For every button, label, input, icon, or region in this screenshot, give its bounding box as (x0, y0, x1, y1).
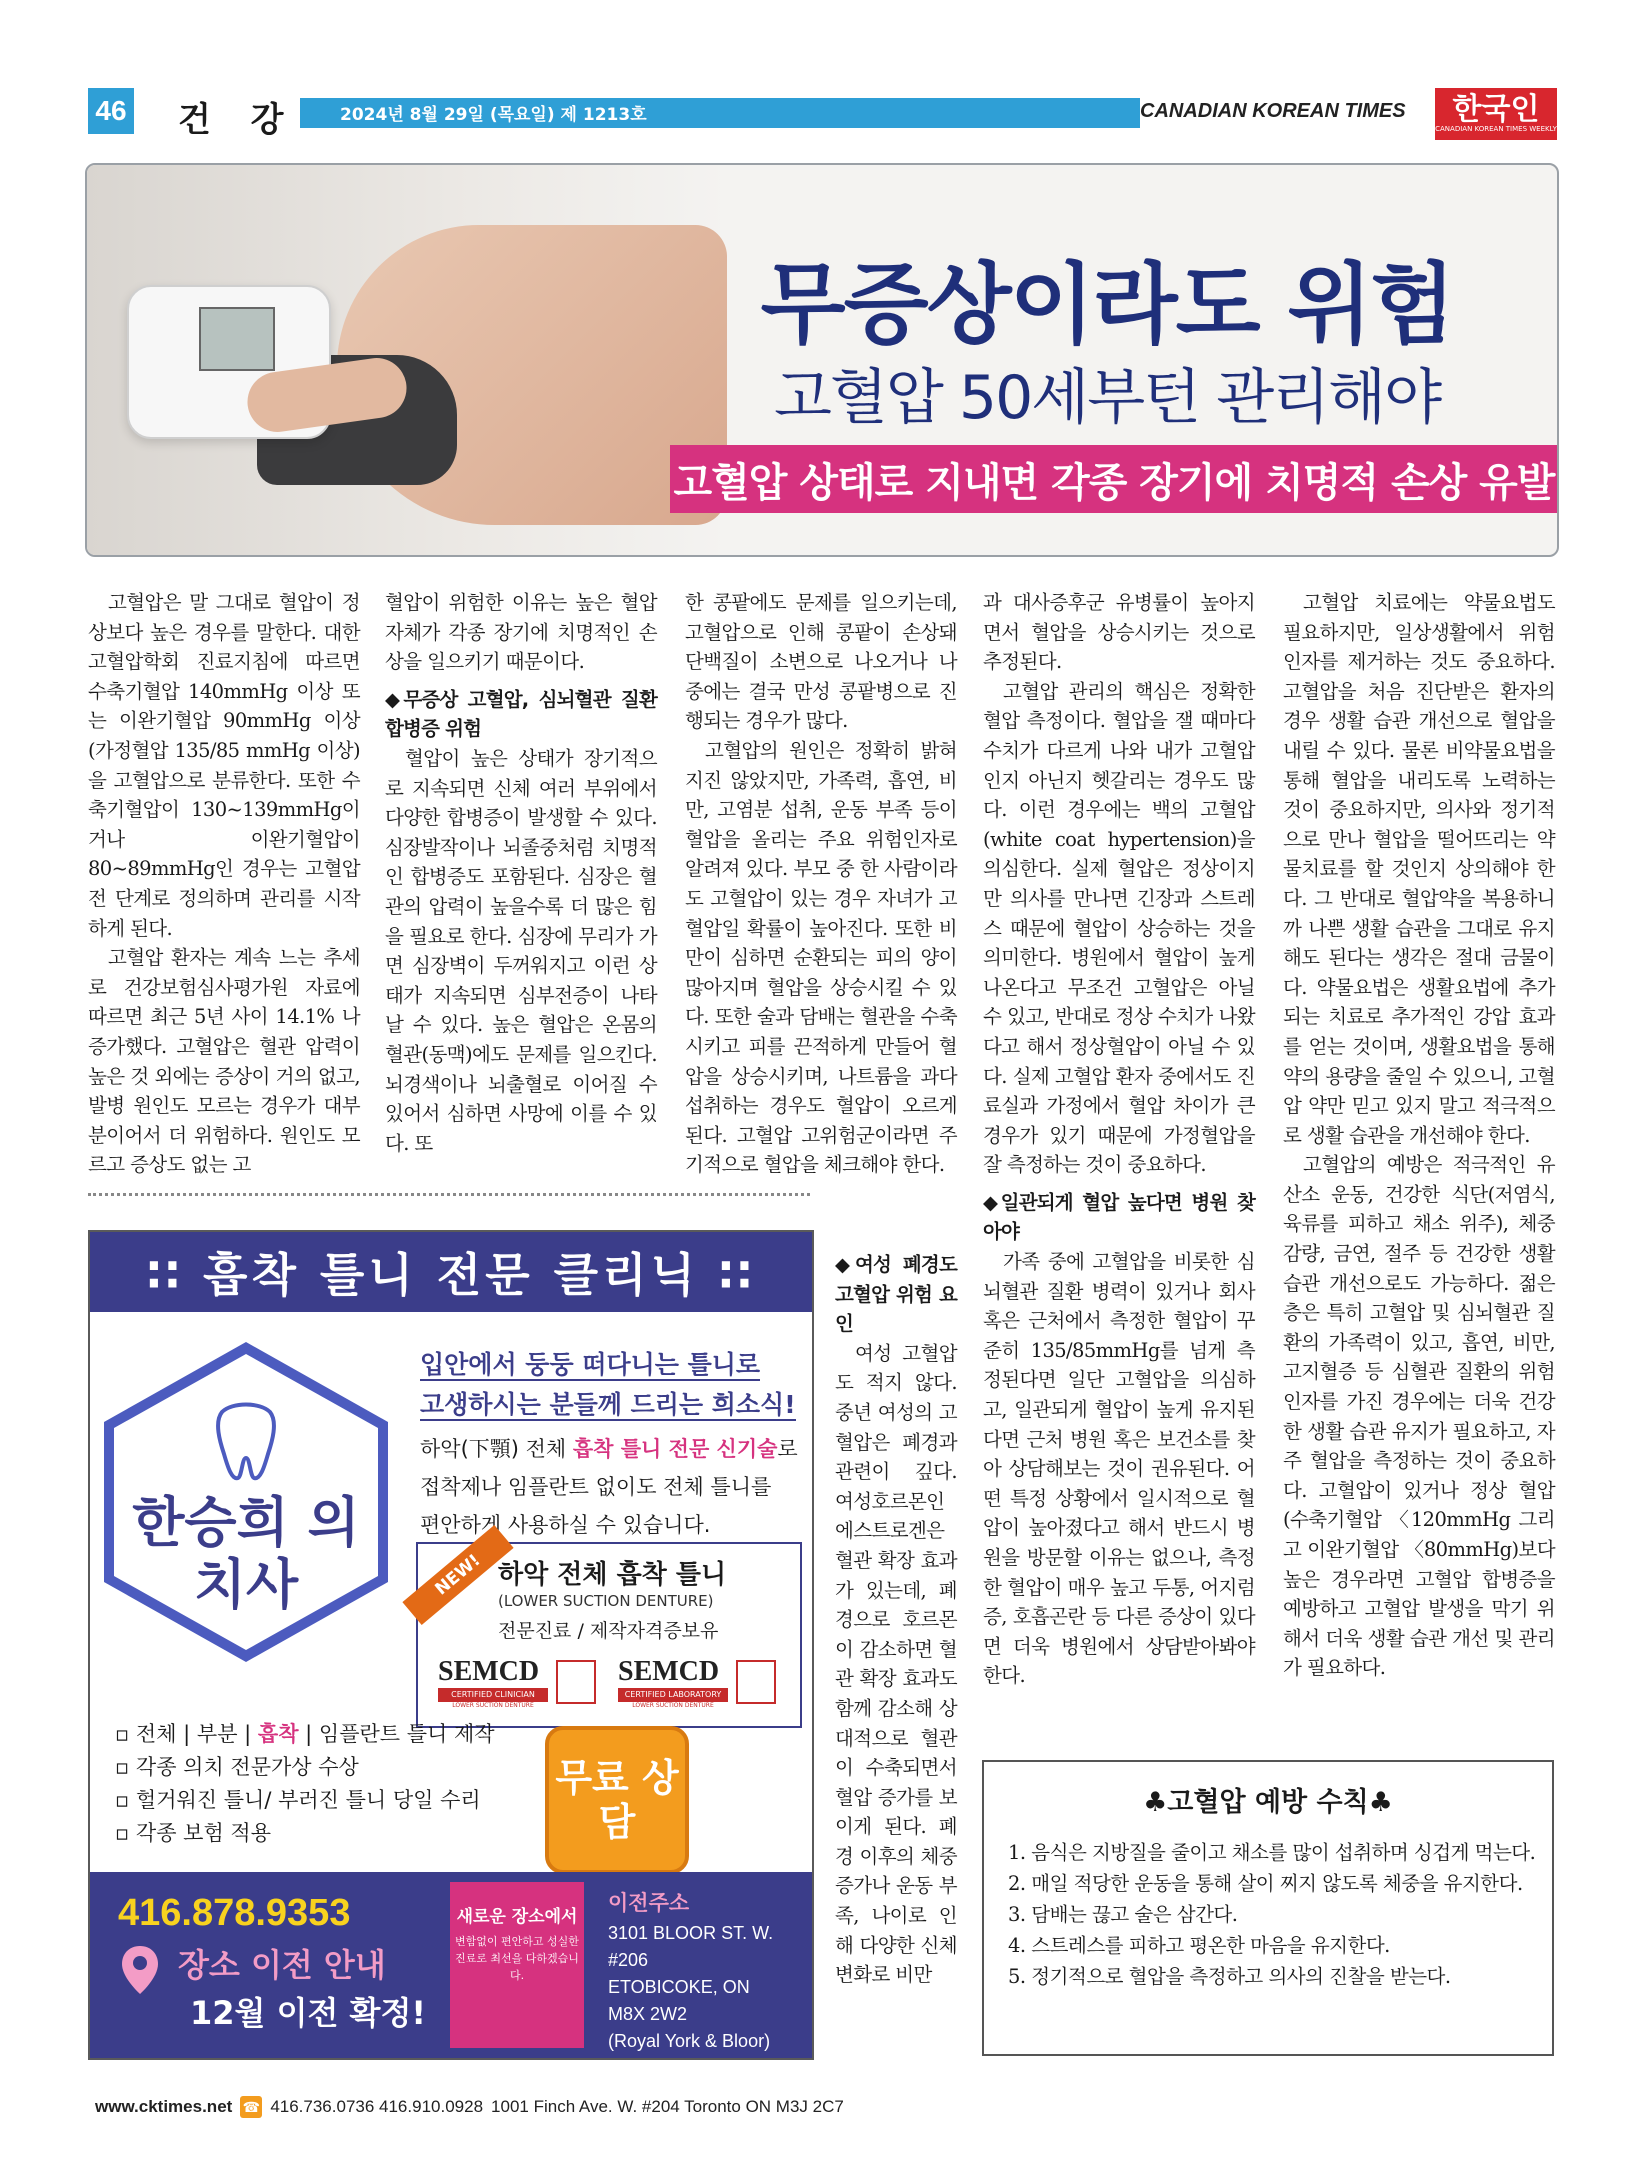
logo-text: 한국인 (1452, 91, 1540, 127)
semcd-line: LOWER SUCTION DENTURE (452, 1702, 534, 1709)
semcd-clinician-logo (438, 1656, 598, 1716)
footer (95, 2096, 844, 2118)
box-subtitle: (LOWER SUCTION DENTURE) (498, 1592, 714, 1610)
article-column-1 (88, 588, 360, 1180)
tips-list (1008, 1837, 1538, 1992)
article-column-5 (1283, 588, 1555, 1683)
tip-item: 3. 담배는 끊고 술은 삼간다. (1008, 1903, 1238, 1926)
article-column-4 (983, 588, 1255, 1691)
paragraph: 고혈압의 예방은 적극적인 유산소 운동, 건강한 식단(저염식, 육류를 피하고 채소 위주), 체중 감량, 금연, 절주 등 건강한 생활 습관 개선으로도 가능하다. 젊은 층은 특히 고혈압 및 심뇌혈관 질환의 가족력이 있고, 흡연, 비만, 고지혈증 등 심혈관 질환의 위험인자를 가진 경우에는 더욱 건강한 생활 습관 유지가 필요하고, 자주 혈압을 측정하는 것이 중요하다. 고혈압이 있거나 정상 혈압(수축기혈압 〈120mmHg 그리고 이완기혈압 〈80mmHg)보다 높은 경우라면 고혈압 합병증을 예방하고 고혈압 발생을 막기 위해서 더욱 생활 습관 개선 및 관리가 필요하다. (1283, 1153, 1555, 1680)
ad-description (420, 1430, 810, 1544)
headline: 무증상이라도 위험 (760, 253, 1454, 356)
paragraph: 고혈압의 원인은 정확히 밝혀지진 않았지만, 가족력, 흡연, 비만, 고염분 섭취, 운동 부족 등이 혈압을 올리는 주요 위험인자로 알려져 있다. 부모 중 한 사람이라도 고혈압이 있는 경우 자녀가 고혈압일 확률이 높아진다. 또한 비만이 심하면 순환되는 피의 양이 많아지며 혈압을 상승시킬 수 있다. 또한 술과 담배는 혈관을 수축시키고 피를 끈적하게 만들어 혈압을 상승시키며, 나트륨을 과다 섭취하는 경우도 혈압이 오르게 된다. 고혈압 고위험군이라면 주기적으로 혈압을 체크해야 한다. (685, 738, 957, 1177)
subheading: ◆무증상 고혈압, 심뇌혈관 질환 합병증 위험 (385, 687, 657, 741)
paper-logo (1435, 88, 1557, 140)
desc-text: 하악(下顎) 전체 (420, 1437, 573, 1461)
monitor-screen (199, 307, 275, 371)
paragraph: 가족 중에 고혈압을 비롯한 심뇌혈관 질환 병력이 있거나 회사 혹은 근처에서 측정한 혈압이 꾸준히 135/85mmHg를 넘게 측정된다면 일단 고혈압을 의심하고, 일관되게 혈압이 높게 유지된다면 근처 병원 혹은 보건소를 찾아 상담해보는 것이 권유된다. 어떤 특정 상황에서 일시적으로 혈압이 높아졌다고 해서 반드시 병원을 방문할 이유는 없으나, 측정한 혈압이 매우 높고 두통, 어지럼증, 호흡곤란 등 다른 증상이 있다면 더욱 병원에서 상담받아봐야 한다. (983, 1250, 1255, 1688)
address-line: (Royal York & Bloor) (608, 2031, 771, 2051)
ad-headline-line: 입안에서 둥둥 떠다니는 틀니로 (420, 1350, 761, 1379)
semcd-laboratory-logo (618, 1656, 778, 1716)
prevention-tips-box (982, 1760, 1554, 2056)
semcd-emblem (556, 1660, 596, 1704)
tip-item: 2. 매일 적당한 운동을 통해 살이 찌지 않도록 체중을 유지한다. (1008, 1872, 1523, 1895)
tips-title: ♣고혈압 예방 수칙♣ (1143, 1787, 1393, 1818)
move-date: 12월 이전 확정! (190, 1994, 426, 2032)
new-address (608, 1920, 773, 2055)
desc-line: 접착제나 임플란트 없이도 전체 틀니를 (420, 1475, 772, 1499)
article-column-3-narrow (835, 1250, 957, 1990)
list-item: ▫ 헐거워진 틀니/ 부러진 틀니 당일 수리 (115, 1788, 481, 1812)
subheading: ◆일관되게 혈압 높다면 병원 찾아야 (983, 1190, 1255, 1244)
new-location-title: 새로운 장소에서 (456, 1907, 578, 1927)
blood-pressure-photo (87, 165, 727, 555)
paragraph: 고혈압 치료에는 약물요법도 필요하지만, 일상생활에서 위험인자를 제거하는 것도 중요하다. 고혈압을 처음 진단받은 환자의 경우 생활 습관 개선으로 혈압을 내릴 수 있다. 물론 비약물요법을 통해 혈압을 내리도록 노력하는 것이 중요하지만, 의사와 정기적으로 만나 혈압을 떨어뜨리는 약물치료를 할 것인지 상의해야 한다. 그 반대로 혈압약을 복용하니까 나쁜 생활 습관을 그대로 유지해도 된다는 생각은 절대 금물이다. 약물요법은 생활요법에 추가되는 치료로 추가적인 강압 효과를 얻는 것이며, 생활요법을 통해 약의 용량을 줄일 수 있으니, 고혈압 약만 믿고 있지 말고 적극적으로 생활 습관을 개선해야 한다. (1283, 591, 1555, 1147)
tooth-icon (212, 1402, 280, 1482)
tip-item: 5. 정기적으로 혈압을 측정하고 의사의 진찰을 받는다. (1008, 1965, 1451, 1988)
footer-address: 1001 Finch Ave. W. #204 Toronto ON M3J 2C7 (491, 2097, 844, 2116)
service-list (115, 1718, 495, 1850)
paragraph: 고혈압 환자는 계속 느는 추세로 건강보험심사평가원 자료에 따르면 최근 5년 사이 14.1% 나 증가했다. 고혈압은 혈관 압력이 높은 것 외에는 증상이 거의 없고, 발병 원인도 모르는 경우가 대부분이어서 더 위험하다. 원인도 모르고 증상도 없는 고 (88, 946, 360, 1177)
subheading: ◆여성 폐경도 고혈압 위험 요인 (835, 1253, 957, 1336)
section-title: 건 강 (178, 100, 298, 140)
issue-date: 2024년 8월 29일 (목요일) 제 1213호 (340, 105, 647, 125)
list-item: ▫ 전체 | 부분 | 흡착 | 임플란트 틀니 제작 (115, 1722, 495, 1746)
free-consult-button[interactable]: 무료 상담 (545, 1726, 689, 1874)
highlight-bar: 고혈압 상태로 지내면 각종 장기에 치명적 손상 유발 (670, 445, 1558, 513)
paragraph: 고혈압은 말 그대로 혈압이 정상보다 높은 경우를 말한다. 대한고혈압학회 진료지침에 따르면 수축기혈압 140mmHg 이상 또는 이완기혈압 90mmHg 이상(가정혈압 135/85 mmHg 이상)을 고혈압으로 분류한다. 또한 수축기혈압이 130~139mmHg이거나 이완기혈압이 80~89mmHg인 경우는 고혈압 전 단계로 정의하며 관리를 시작하게 된다. (88, 591, 360, 940)
footer-phones: 416.736.0736 416.910.0928 (270, 2097, 484, 2116)
desc-text: 로 (777, 1437, 798, 1461)
clinic-phone[interactable]: 416.878.9353 (118, 1892, 351, 1934)
article-column-2 (385, 588, 657, 1158)
desc-line: 편안하게 사용하실 수 있습니다. (420, 1513, 711, 1537)
page-number: 46 (88, 88, 134, 134)
new-badge: NEW! (402, 1525, 513, 1625)
box-qualification: 전문진료 / 제작자격증보유 (498, 1620, 719, 1642)
desc-highlight: 흡착 틀니 전문 신기술 (572, 1437, 778, 1461)
denture-info-box (416, 1542, 802, 1728)
tip-item: 1. 음식은 지방질을 줄이고 채소를 많이 섭취하며 싱겁게 먹는다. (1008, 1841, 1536, 1864)
list-item: ▫ 각종 의치 전문가상 수상 (115, 1755, 359, 1779)
subheadline: 고혈압 50세부턴 관리해야 (773, 363, 1441, 433)
clinic-name: 한승희 의치사 (132, 1491, 360, 1616)
ad-divider (88, 1193, 810, 1196)
new-location-box (450, 1882, 584, 2048)
address-line: #206 (608, 1950, 649, 1970)
phone-icon: ☎ (240, 2096, 262, 2118)
paragraph: 혈압이 높은 상태가 장기적으로 지속되면 신체 여러 부위에서 다양한 합병증이 발생할 수 있다. 심장발작이나 뇌졸중처럼 치명적인 합병증도 포함된다. 심장은 혈관의 압력이 높을수록 더 많은 힘을 필요로 한다. 심장에 무리가 가면 심장벽이 두꺼워지고 이런 상태가 지속되면 심부전증이 나타날 수 있다. 높은 혈압은 온몸의 혈관(동맥)에도 문제를 일으킨다. 뇌경색이나 뇌출혈로 이어질 수 있어서 심하면 사망에 이를 수 있다. 또 (385, 746, 657, 1155)
address-title: 이전주소 (608, 1891, 690, 1915)
new-location-desc: 변함없이 편안하고 성실한 진료로 최선을 다하겠습니다. (455, 1935, 579, 1982)
ad-headline (420, 1345, 800, 1425)
dental-ad[interactable] (88, 1230, 814, 2060)
article-column-3 (685, 588, 957, 1180)
move-notice: 장소 이전 안내 (178, 1946, 386, 1984)
hero-panel (85, 163, 1559, 557)
tip-item: 4. 스트레스를 피하고 평온한 마음을 유지한다. (1008, 1934, 1390, 1957)
location-pin-icon (120, 1944, 160, 1996)
ad-banner: ∷ 흡착 틀니 전문 클리닉 ∷ (90, 1232, 812, 1312)
address-line: 3101 BLOOR ST. W. (608, 1923, 774, 1943)
paragraph: 고혈압 관리의 핵심은 정확한 혈압 측정이다. 혈압을 잴 때마다 수치가 다르게 나와 내가 고혈압인지 아닌지 헷갈리는 경우도 많다. 이런 경우에는 백의 고혈압(white coat hypertension)을 의심한다. 실제 혈압은 정상이지만 의사를 만나면 긴장과 스트레스 때문에 혈압이 상승하는 것을 의미한다. 병원에서 혈압이 높게 나온다고 무조건 고혈압은 아닐 수 있고, 반대로 정상 수치가 나왔다고 해서 정상혈압이 아닐 수 있다. 실제 고혈압 환자 중에서도 진료실과 가정에서 혈압 차이가 큰 경우가 있기 때문에 가정혈압을 잘 측정하는 것이 중요하다. (983, 679, 1255, 1177)
semcd-cert: CERTIFIED CLINICIAN (438, 1688, 548, 1702)
semcd-cert: CERTIFIED LABORATORY (618, 1688, 728, 1702)
website-link[interactable]: www.cktimes.net (95, 2097, 233, 2116)
semcd-name: SEMCD (438, 1656, 540, 1687)
paragraph: 한 콩팥에도 문제를 일으키는데, 고혈압으로 인해 콩팥이 손상돼 단백질이 소변으로 나오거나 나중에는 결국 만성 콩팥병으로 진행되는 경우가 많다. (685, 591, 957, 733)
logo-sub: CANADIAN KOREAN TIMES WEEKLY (1435, 124, 1557, 133)
address-line: M8X 2W2 (608, 2004, 688, 2024)
paragraph: 여성 고혈압도 적지 않다. 중년 여성의 고혈압은 폐경과 관련이 깊다. 여성호르몬인 에스트로겐은 혈관 확장 효과가 있는데, 폐경으로 호르몬이 감소하면 혈관 확장 효과도 함께 감소해 상대적으로 혈관이 수축되면서 혈압 증가를 보이게 된다. 폐경 이후의 체중 증가나 운동 부족, 나이로 인해 다양한 신체변화로 비만 (835, 1341, 957, 1987)
paper-name: CANADIAN KOREAN TIMES (1140, 100, 1406, 122)
paragraph: 과 대사증후군 유병률이 높아지면서 혈압을 상승시키는 것으로 추정된다. (983, 591, 1255, 674)
box-title: 하악 전체 흡착 틀니 (498, 1560, 727, 1590)
list-item: ▫ 각종 보험 적용 (115, 1821, 271, 1845)
semcd-name: SEMCD (618, 1656, 720, 1687)
semcd-emblem (736, 1660, 776, 1704)
address-line: ETOBICOKE, ON (608, 1977, 750, 1997)
semcd-line: LOWER SUCTION DENTURE (632, 1702, 714, 1709)
ad-headline-line: 고생하시는 분들께 드리는 희소식! (420, 1390, 796, 1419)
paragraph: 혈압이 위험한 이유는 높은 혈압 자체가 각종 장기에 치명적인 손상을 일으키기 때문이다. (385, 591, 657, 674)
